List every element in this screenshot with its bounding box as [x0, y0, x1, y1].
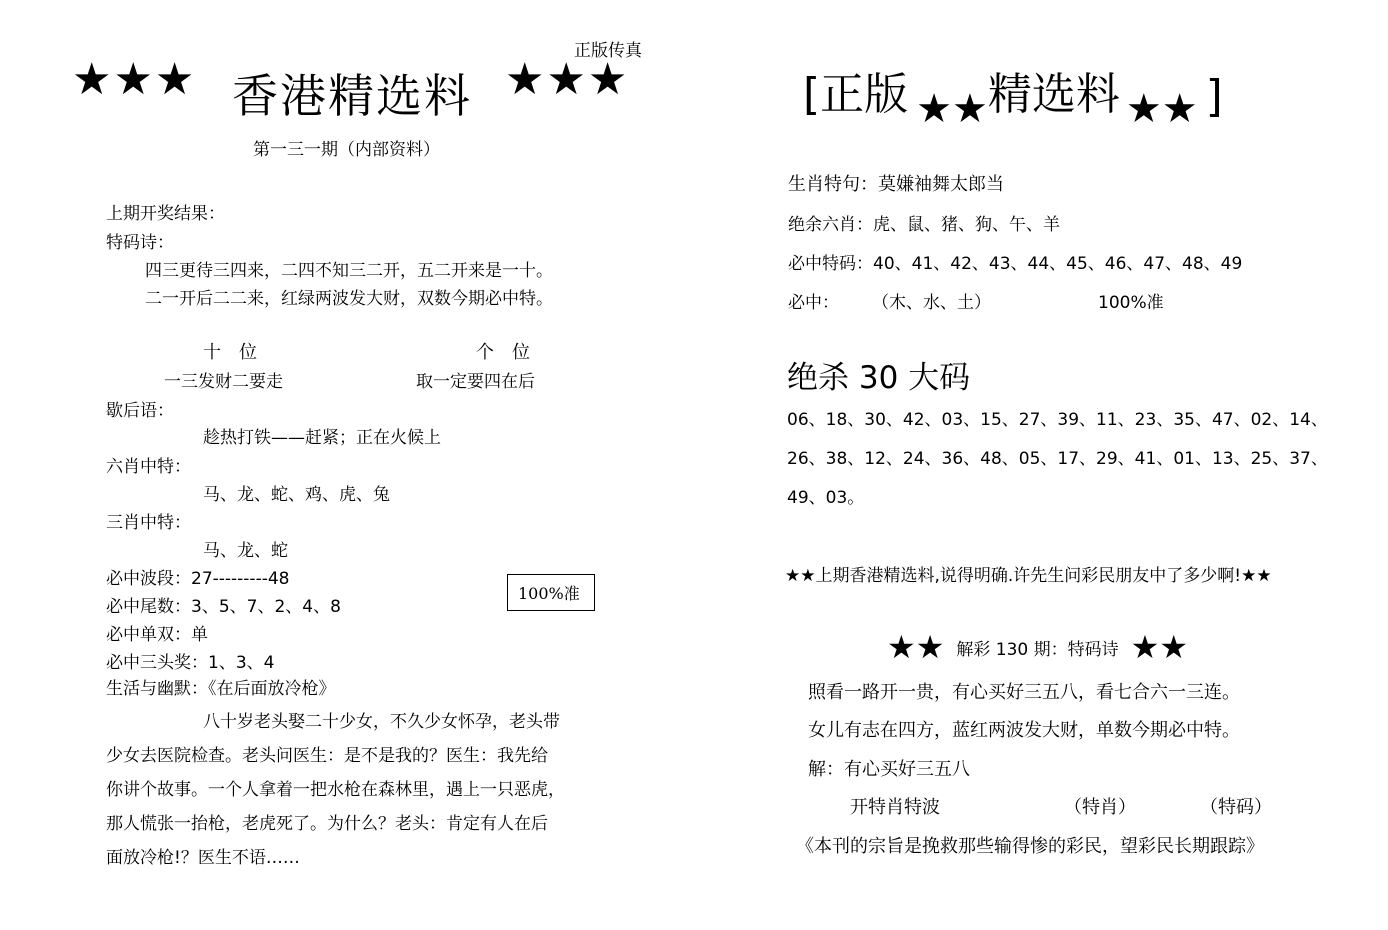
wave-range: 必中波段：27---------48 — [106, 569, 290, 589]
poem-line: 二一开后二二来，红绿两波发大财，双数今期必中特。 — [145, 289, 553, 309]
zodiac-phrase: 生肖特句：莫嫌袖舞太郎当 — [788, 174, 1004, 195]
kill-line: 49、03。 — [787, 488, 865, 508]
title-stars-left: ★★★ — [72, 54, 197, 105]
three-zodiac-text: 马、龙、蛇 — [203, 541, 288, 561]
section-stars-left: ★★ — [887, 628, 945, 666]
head-prize: 必中三头奖：1、3、4 — [106, 653, 275, 673]
six-zodiac-text: 马、龙、蛇、鸡、虎、兔 — [203, 485, 390, 505]
explain-col3: （特码） — [1200, 797, 1272, 818]
six-zodiac-label: 六肖中特： — [106, 457, 191, 477]
humor-title: 生活与幽默：《在后面放冷枪》 — [106, 679, 336, 699]
section-title-text: 解彩 130 期：特码诗 — [956, 639, 1119, 660]
story-line: 面放冷枪!？医生不语…… — [106, 848, 300, 868]
title-open: [正版 — [803, 69, 909, 120]
must-elements: （木、水、土） — [872, 293, 991, 313]
story-line: 你讲个故事。一个人拿着一把水枪在森林里，遇上一只恶虎， — [106, 780, 565, 800]
kill-line: 26、38、12、24、36、48、05、17、29、41、01、13、25、37、 — [787, 449, 1328, 469]
must-numbers: 必中特码：40、41、42、43、44、45、46、47、48、49 — [788, 254, 1243, 274]
six-excluded: 绝余六肖：虎、鼠、猪、狗、午、羊 — [788, 215, 1060, 235]
tail-numbers: 必中尾数：3、5、7、2、4、8 — [106, 597, 341, 617]
tens-text: 一三发财二要走 — [164, 372, 283, 392]
accuracy-box: 100%准 — [507, 574, 595, 611]
footer: 《本刊的宗旨是挽救那些输得惨的彩民，望彩民长期跟踪》 — [796, 836, 1264, 857]
must-elements-label: 必中： — [788, 293, 839, 313]
explain-col1: 开特肖特波 — [850, 797, 940, 818]
explain: 解：有心买好三五八 — [808, 759, 970, 780]
title-stars-1: ★★ — [916, 86, 988, 132]
xiehouyu-text: 趁热打铁——赶紧；正在火候上 — [203, 428, 441, 448]
units-text: 取一定要四在后 — [416, 372, 535, 392]
section-title — [887, 628, 1188, 666]
odd-even: 必中单双：单 — [106, 625, 208, 645]
last-result-label: 上期开奖结果： — [106, 204, 225, 224]
title-main: 精选料 — [987, 69, 1120, 120]
poem-line: 照看一路开一贵，有心买好三五八，看七合六一三连。 — [808, 682, 1240, 703]
kill-title: 绝杀 30 大码 — [787, 360, 971, 396]
story-line: 少女去医院检查。老头问医生：是不是我的？医生：我先给 — [106, 746, 548, 766]
section-stars-right: ★★ — [1130, 628, 1189, 666]
fax-label: 正版传真 — [574, 41, 642, 61]
title-close: ] — [1205, 71, 1223, 122]
issue-number: 第一三一期（内部资料） — [253, 140, 440, 160]
xiehouyu-label: 歇后语： — [106, 401, 174, 421]
banner: ★★上期香港精选料,说得明确.许先生问彩民朋友中了多少啊!★★ — [785, 566, 1272, 586]
kill-line: 06、18、30、42、03、15、27、39、11、23、35、47、02、14、 — [787, 410, 1328, 430]
story-line: 那人慌张一抬枪，老虎死了。为什么？老头：肯定有人在后 — [106, 814, 548, 834]
title-stars-2: ★★ — [1125, 86, 1198, 132]
explain-col2: （特肖） — [1064, 797, 1136, 818]
title-stars-right: ★★★ — [505, 54, 630, 105]
must-elements-accuracy: 100%准 — [1098, 293, 1164, 313]
tens-label: 十 位 — [203, 342, 257, 363]
right-title — [803, 58, 1223, 132]
poem-line: 四三更待三四来，二四不知三二开，五二开来是一十。 — [145, 261, 553, 281]
poem-label: 特码诗： — [106, 233, 174, 253]
three-zodiac-label: 三肖中特： — [106, 513, 191, 533]
page-title: 香港精选料 — [232, 69, 472, 123]
poem-line: 女儿有志在四方，蓝红两波发大财，单数今期必中特。 — [808, 720, 1240, 741]
story-line: 八十岁老头娶二十少女，不久少女怀孕，老头带 — [203, 712, 560, 732]
units-label: 个 位 — [476, 342, 530, 363]
